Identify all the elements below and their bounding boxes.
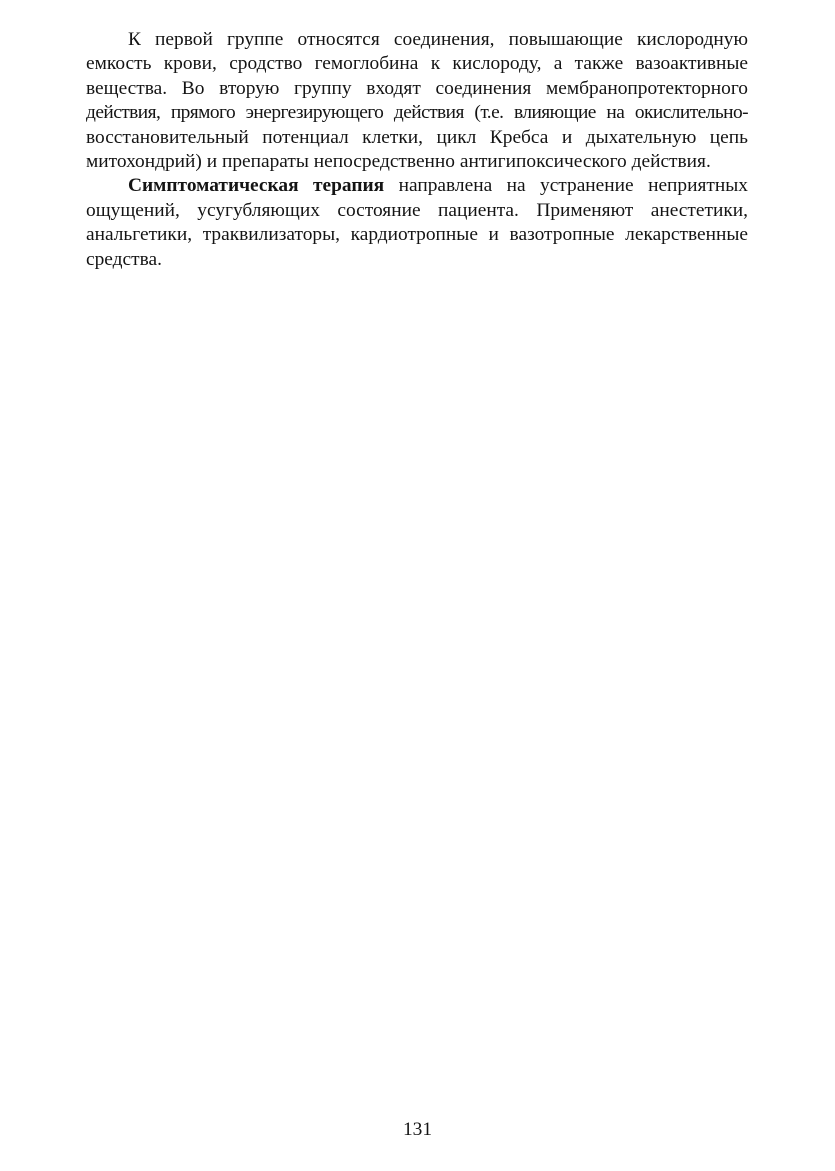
paragraph-line: анальгетики, траквилизаторы, кардиотропные и вазотропные лекарственные: [86, 224, 748, 246]
paragraph-line-rest: направлена на устранение неприятных: [384, 175, 748, 197]
paragraph-line: К первой группе относятся соединения, повышающие кислородную: [128, 29, 748, 50]
paragraph-line: митохондрий) и препараты непосредственно антигипоксического действия.: [86, 151, 711, 173]
paragraph-line: емкость крови, сродство гемоглобина к кислороду, а также вазоактивные: [86, 53, 748, 75]
paragraph-hypoxia-groups: [86, 28, 748, 174]
paragraph-line: восстановительный потенциал клетки, цикл Кребса и дыхательную цепь: [86, 126, 748, 148]
paragraph-line: средства.: [86, 248, 162, 270]
paragraph-line: вещества. Во вторую группу входят соединения мембранопротекторного: [86, 77, 748, 99]
bold-term: Симптоматическая терапия: [128, 175, 385, 197]
paragraph-symptomatic-therapy: [86, 174, 748, 272]
paragraph-line: действия, прямого энергезирующего действия (т.е. влияющие на окислительно-: [86, 102, 748, 124]
page-body-text: [86, 28, 748, 272]
paragraph-line: [86, 174, 748, 198]
paragraph-line: ощущений, усугубляющих состояние пациента. Применяют анестетики,: [86, 199, 748, 221]
page-number: 131: [402, 1119, 433, 1140]
